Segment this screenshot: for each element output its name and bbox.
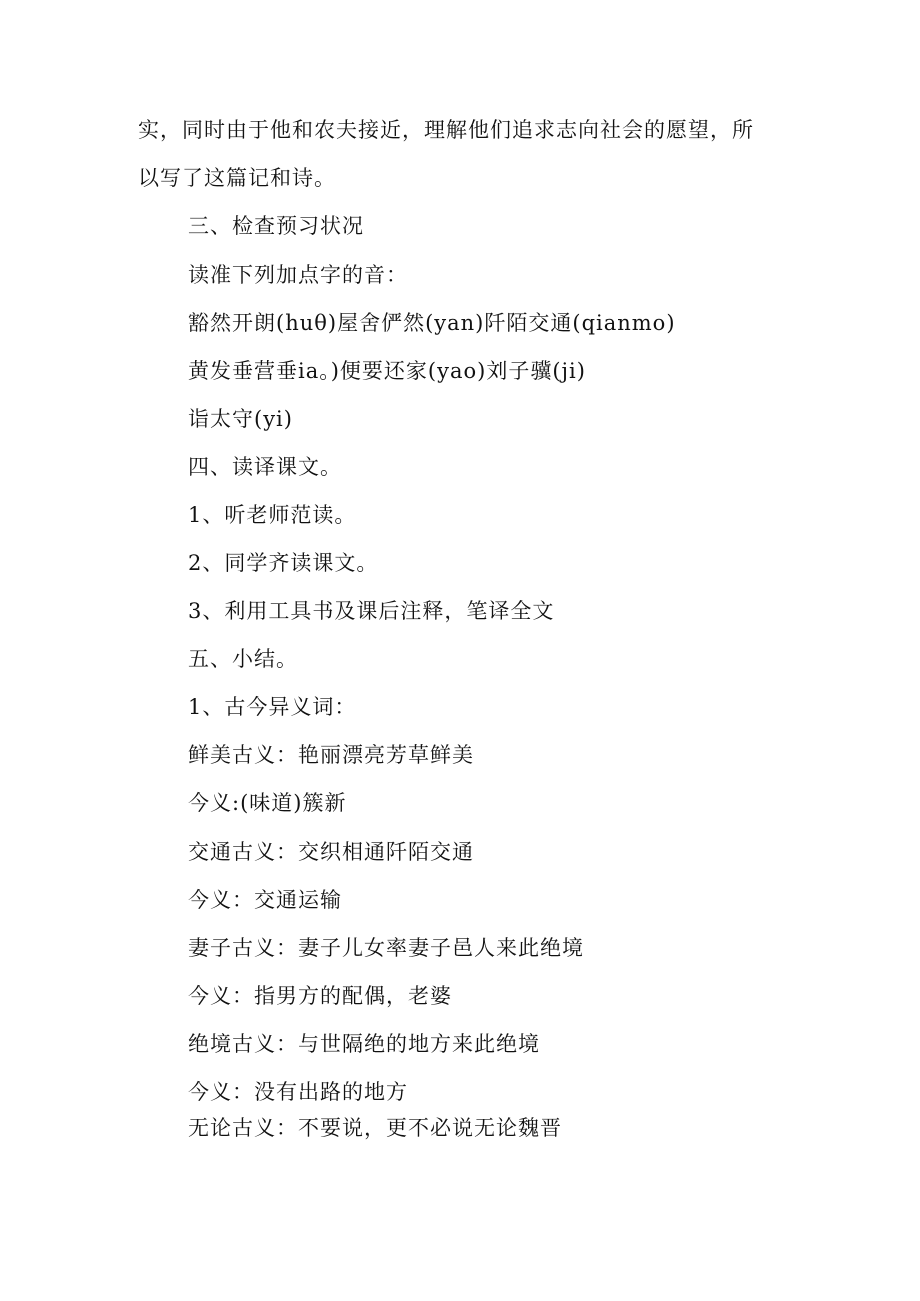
section-heading: 四、读译课文。	[188, 455, 342, 479]
paragraph-line: 豁然开朗(huθ)屋舍俨然(yan)阡陌交通(qianmo)	[188, 311, 676, 335]
paragraph-line: 鲜美古义：艳丽漂亮芳草鲜美	[188, 743, 474, 767]
paragraph-line: 今义:(味道)簇新	[188, 791, 347, 815]
paragraph-line: 今义：指男方的配偶，老婆	[188, 984, 452, 1008]
section-heading: 五、小结。	[188, 647, 298, 671]
list-item: 3、利用工具书及课后注释，笔译全文	[188, 599, 555, 623]
paragraph-line: 以写了这篇记和诗。	[138, 166, 336, 190]
paragraph-line: 实，同时由于他和农夫接近，理解他们追求志向社会的愿望，所	[138, 118, 754, 142]
section-heading: 三、检查预习状况	[188, 214, 364, 238]
paragraph-line: 读准下列加点字的音：	[188, 263, 408, 287]
list-item: 1、听老师范读。	[188, 503, 357, 527]
paragraph-line: 绝境古义：与世隔绝的地方来此绝境	[188, 1032, 540, 1056]
paragraph-line: 今义：交通运输	[188, 888, 342, 912]
paragraph-line: 今义：没有出路的地方	[188, 1080, 408, 1104]
paragraph-line: 妻子古义：妻子儿女率妻子邑人来此绝境	[188, 936, 584, 960]
list-item: 2、同学齐读课文。	[188, 551, 379, 575]
paragraph-line: 诣太守(yi)	[188, 407, 293, 431]
paragraph-line: 交通古义：交织相通阡陌交通	[188, 840, 474, 864]
paragraph-line: 黄发垂营垂ia。)便要还家(yao)刘子骥(ji)	[188, 359, 586, 383]
list-item: 1、古今异义词：	[188, 695, 357, 719]
paragraph-line: 无论古义：不要说，更不必说无论魏晋	[188, 1116, 562, 1140]
